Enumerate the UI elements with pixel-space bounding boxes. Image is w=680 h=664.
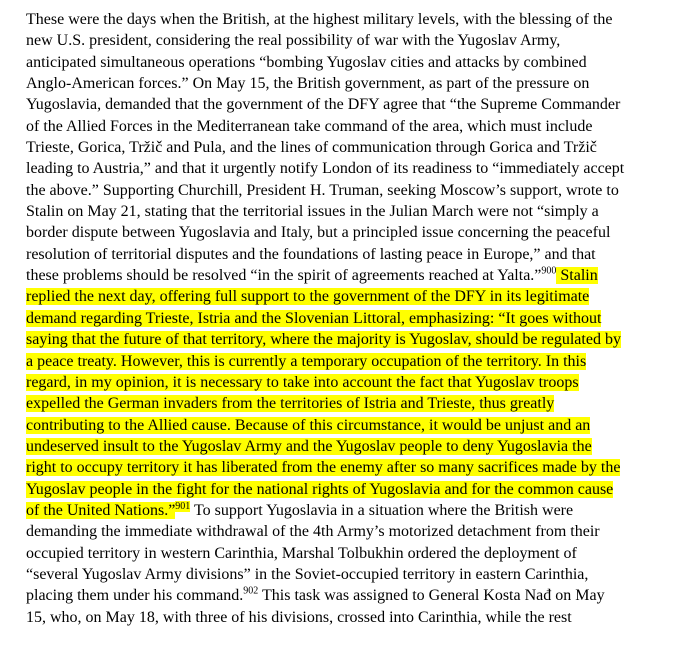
paragraph-text: of the Allied Forces in the Mediterranean take command of the area, which must include (26, 117, 593, 135)
text-line (26, 180, 660, 201)
paragraph-text-continued: demanding the immediate withdrawal of the 4th Army’s motorized detachment from their (26, 523, 600, 541)
highlighted-passage: undeserved insult to the Yugoslav Army and the Yugoslav people to deny Yugoslavia the (26, 437, 592, 455)
highlighted-passage: contributing to the Allied cause. Because of this circumstance, it would be unjust and an (26, 416, 591, 434)
text-line (26, 201, 660, 222)
text-line (26, 543, 660, 564)
text-line (26, 244, 660, 265)
highlighted-passage: demand regarding Trieste, Istria and the Slovenian Littoral, emphasizing: “It goes without (26, 309, 602, 327)
text-line (26, 30, 660, 51)
text-line (26, 137, 660, 158)
text-line (26, 564, 660, 585)
paragraph-text: new U.S. president, considering the real possibility of war with the Yugoslav Army, (26, 32, 561, 50)
text-line (26, 393, 660, 414)
footnote-ref-900[interactable]: 900 (541, 265, 557, 277)
highlighted-passage: Yugoslav people in the fight for the national rights of Yugoslavia and for the common cause (26, 480, 614, 498)
paragraph-text-continued: To support Yugoslavia in a situation where the British were (190, 501, 574, 519)
highlighted-passage: of the United Nations.” (26, 501, 176, 519)
text-line (26, 286, 660, 307)
text-line (26, 436, 660, 457)
text-line (26, 329, 660, 350)
highlighted-passage: saying that the future of that territory, where the majority is Yugoslav, should be regulated by (26, 331, 621, 349)
text-line (26, 415, 660, 436)
paragraph-text: leading to Austria,” and that it urgently notify London of its readiness to “immediately accept (26, 160, 625, 178)
paragraph-text: these problems should be resolved “in the spirit of agreements reached at Yalta.” (26, 267, 542, 285)
highlighted-passage: Stalin (556, 267, 598, 285)
paragraph-text-continued: “several Yugoslav Army divisions” in the Soviet-occupied territory in eastern Carinthia, (26, 565, 589, 583)
text-line (26, 585, 660, 606)
paragraph-text: Trieste, Gorica, Tržič and Pula, and the lines of communication through Gorica and Tržič (26, 139, 597, 157)
document-body (26, 9, 660, 628)
text-line (26, 521, 660, 542)
text-line (26, 9, 660, 30)
highlighted-passage: a peace treaty. However, this is currently a temporary occupation of the territory. In this (26, 352, 587, 370)
text-line (26, 351, 660, 372)
text-line (26, 265, 660, 286)
text-line (26, 457, 660, 478)
text-line (26, 308, 660, 329)
paragraph-text: Stalin on May 21, stating that the territorial issues in the Julian March were not “simply a (26, 203, 599, 221)
text-line (26, 479, 660, 500)
paragraph-text: resolution of territorial disputes and the foundations of lasting peace in Europe,” and that (26, 245, 596, 263)
footnote-ref-901[interactable]: 901 (175, 500, 191, 512)
highlighted-passage: replied the next day, offering full support to the government of the DFY in its legitimate (26, 288, 590, 306)
paragraph-text: border dispute between Yugoslavia and Italy, but a principled issue concerning the peaceful (26, 224, 611, 242)
highlighted-passage: expelled the German invaders from the territories of Istria and Trieste, thus greatly (26, 395, 555, 413)
paragraph-text-continued: placing them under his command. (26, 587, 244, 605)
highlighted-passage: right to occupy territory it has liberated from the enemy after so many sacrifices made by the (26, 459, 621, 477)
paragraph-text: anticipated simultaneous operations “bombing Yugoslav cities and attacks by combined (26, 53, 587, 71)
footnote-ref-902[interactable]: 902 (243, 585, 259, 597)
paragraph-text-continued: occupied territory in western Carinthia, Marshal Tolbukhin ordered the deployment of (26, 544, 577, 562)
text-line (26, 158, 660, 179)
text-line (26, 116, 660, 137)
highlighted-passage: regard, in my opinion, it is necessary to take into account the fact that Yugoslav troops (26, 373, 579, 391)
text-line (26, 222, 660, 243)
text-line (26, 94, 660, 115)
text-line (26, 52, 660, 73)
paragraph-text-final: This task was assigned to General Kosta Nađ on May (258, 587, 605, 605)
text-line (26, 607, 660, 628)
text-line (26, 73, 660, 94)
text-line (26, 372, 660, 393)
paragraph-text: Yugoslavia, demanded that the government of the DFY agree that “the Supreme Commander (26, 96, 621, 114)
text-line (26, 500, 660, 521)
paragraph-text-final: 15, who, on May 18, with three of his divisions, crossed into Carinthia, while the rest (26, 608, 572, 626)
paragraph-text: the above.” Supporting Churchill, President H. Truman, seeking Moscow’s support, wrote to (26, 181, 619, 199)
paragraph-text: These were the days when the British, at the highest military levels, with the blessing of the (26, 11, 613, 28)
paragraph-text: Anglo-American forces.” On May 15, the British government, as part of the pressure on (26, 75, 590, 93)
